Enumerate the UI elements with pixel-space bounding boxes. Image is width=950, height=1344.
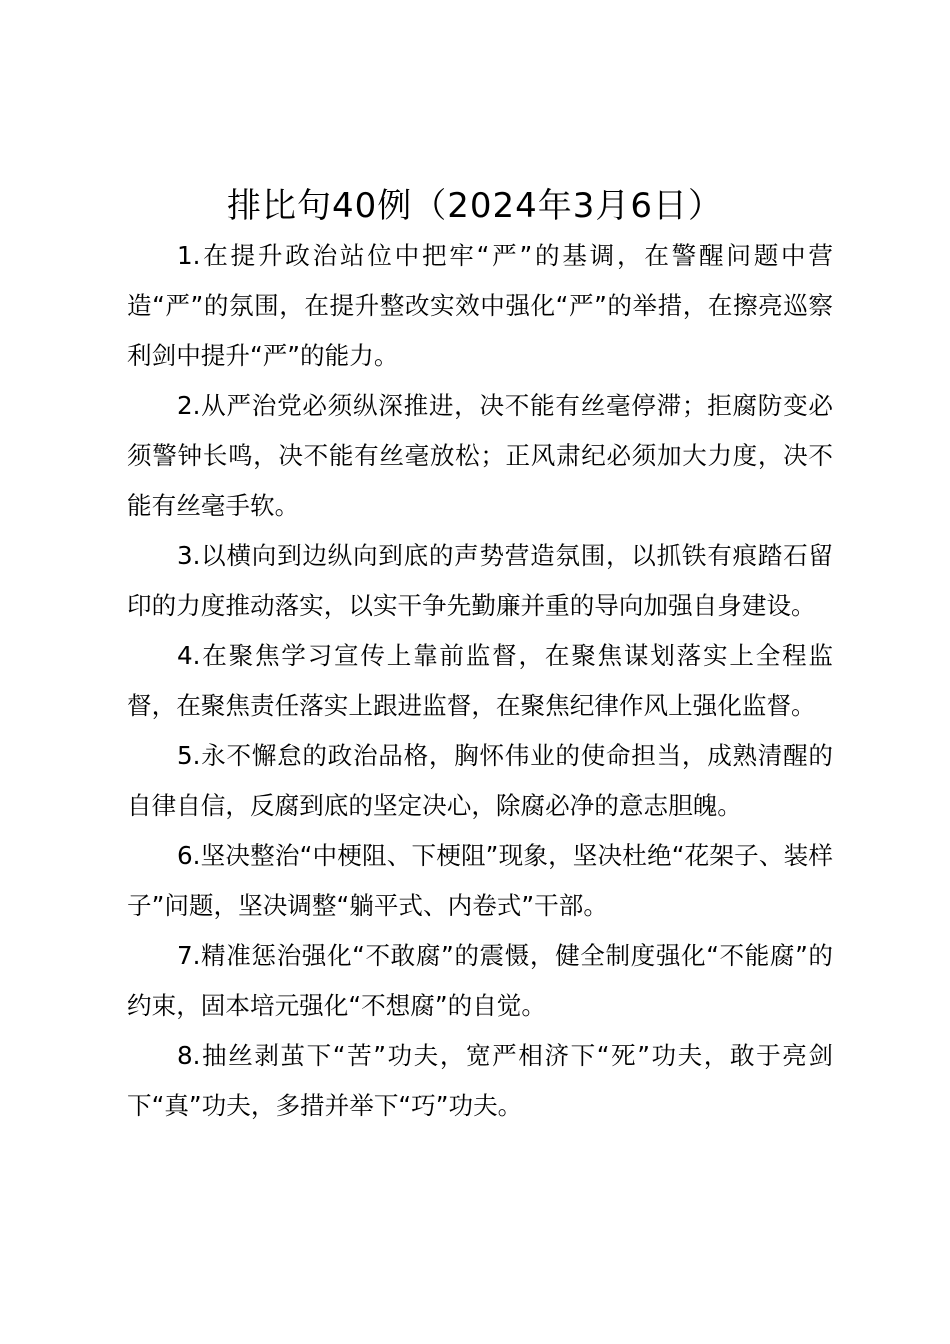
paragraph-7: 7.精准惩治强化“不敢腐”的震慑，健全制度强化“不能腐”的约束，固本培元强化“不想腐”的自觉。	[127, 941, 833, 1020]
paragraph-4: 4.在聚焦学习宣传上靠前监督，在聚焦谋划落实上全程监督，在聚焦责任落实上跟进监督，在聚焦纪律作风上强化监督。	[127, 641, 833, 720]
document-body	[127, 231, 833, 1131]
paragraph-5: 5.永不懈怠的政治品格，胸怀伟业的使命担当，成熟清醒的自律自信，反腐到底的坚定决心，除腐必净的意志胆魄。	[127, 741, 833, 820]
paragraph-6: 6.坚决整治“中梗阻、下梗阻”现象，坚决杜绝“花架子、装样子”问题，坚决调整“躺平式、内卷式”干部。	[127, 841, 833, 920]
paragraph-2: 2.从严治党必须纵深推进，决不能有丝毫停滞；拒腐防变必须警钟长鸣，决不能有丝毫放松；正风肃纪必须加大力度，决不能有丝毫手软。	[127, 391, 833, 520]
paragraph-3: 3.以横向到边纵向到底的声势营造氛围，以抓铁有痕踏石留印的力度推动落实，以实干争先勤廉并重的导向加强自身建设。	[127, 541, 833, 620]
paragraph-1: 1.在提升政治站位中把牢“严”的基调，在警醒问题中营造“严”的氛围，在提升整改实效中强化“严”的举措，在擦亮巡察利剑中提升“严”的能力。	[127, 241, 833, 370]
paragraph-8: 8.抽丝剥茧下“苦”功夫，宽严相济下“死”功夫，敢于亮剑下“真”功夫，多措并举下“巧”功夫。	[127, 1041, 833, 1120]
document-title: 排比句40例（2024年3月6日）	[226, 186, 724, 226]
